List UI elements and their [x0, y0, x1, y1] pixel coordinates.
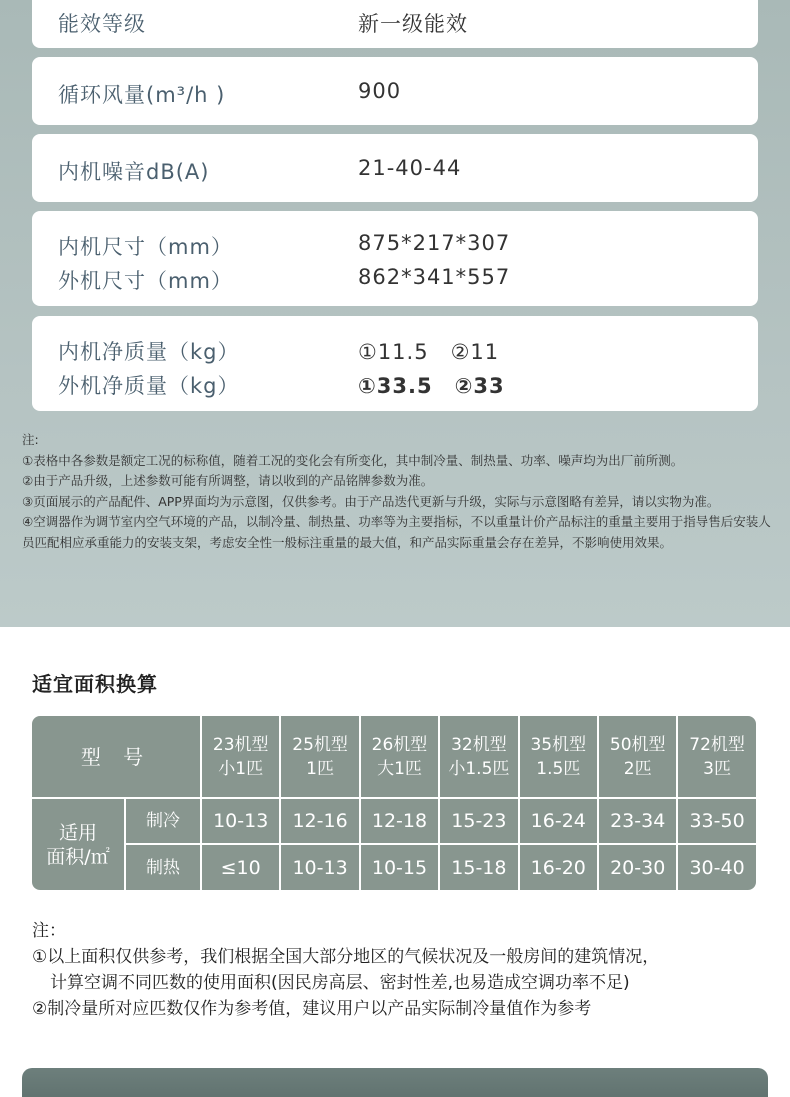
cooling-area-cell: 12-16	[292, 810, 348, 832]
cooling-area-cell: 33-50	[689, 810, 745, 832]
spec-note-1: ①表格中各参数是额定工况的标称值，随着工况的变化会有所变化，其中制冷量、制热量、功率、噪声均为出厂前所测。	[22, 452, 684, 468]
area-notes	[32, 918, 772, 1022]
model-column-header	[281, 716, 358, 797]
area-note-1b: 计算空调不同匹数的使用面积(因民房高层、密封性差,也易造成空调功率不足)	[50, 973, 630, 993]
model-horsepower: 1.5匹	[536, 758, 581, 779]
spec-notes	[22, 430, 772, 553]
outdoor-weight-label: 外机净质量（kg）	[58, 374, 240, 398]
heating-area-cell: 10-15	[371, 856, 428, 879]
spec-card-noise	[32, 134, 758, 202]
outdoor-weight-value: ①33.5 ②33	[358, 374, 505, 398]
energy-label: 能效等级	[58, 12, 146, 36]
model-name: 23机型	[212, 734, 269, 755]
spec-note-4: ④空调器作为调节室内空气环境的产品，以制冷量、制热量、功率等为主要指标，不以重量计价产品标注的重量主要用于指导售后安装人员匹配相应承重能力的安装支架，考虑安全性一般标注重量的最大值，和产品实际重量会存在差异，不影响使用效果。	[22, 514, 771, 550]
cooling-area-cell: 12-18	[371, 810, 428, 832]
model-name: 50机型	[609, 734, 666, 755]
spec-note-2: ②由于产品升级，上述参数可能有所调整，请以收到的产品铭牌参数为准。	[22, 473, 434, 488]
heating-area-cell: 15-18	[451, 856, 507, 879]
model-horsepower: 1匹	[306, 758, 334, 779]
spec-card-airflow	[32, 57, 758, 125]
area-table	[32, 716, 756, 890]
energy-value: 新一级能效	[358, 12, 468, 36]
model-horsepower: 小1匹	[218, 758, 264, 779]
cooling-area-cell: 23-34	[610, 810, 666, 832]
heating-area-cell: 30-40	[689, 856, 745, 879]
indoor-weight-value: ①11.5 ②11	[358, 340, 500, 364]
noise-label: 内机噪音dB(A)	[58, 160, 210, 184]
heating-area-cell: 16-20	[530, 856, 586, 879]
area-note-2: ②制冷量所对应匹数仅作为参考值，建议用户以产品实际制冷量值作为参考	[32, 999, 592, 1019]
cooling-area-cell: 16-24	[530, 810, 586, 832]
model-name: 25机型	[292, 734, 348, 755]
model-header-cell: 型 号	[80, 744, 152, 769]
model-name: 32机型	[451, 734, 507, 755]
model-horsepower: 小1.5匹	[448, 758, 510, 779]
airflow-value: 900	[358, 79, 402, 103]
indoor-size-value: 875*217*307	[358, 231, 511, 255]
model-name: 72机型	[689, 734, 745, 755]
model-column-header	[440, 716, 517, 797]
cooling-area-cell: 10-13	[213, 810, 269, 832]
bottom-banner	[22, 1068, 768, 1097]
spec-note-3: ③页面展示的产品配件、APP界面均为示意图，仅供参考。由于产品迭代更新与升级，实际与示意图略有差异，请以实物为准。	[22, 493, 720, 509]
model-column-header	[520, 716, 597, 797]
area-section-title: 适宜面积换算	[32, 672, 158, 696]
model-column-header	[202, 716, 279, 797]
model-column-header	[599, 716, 676, 797]
area-notes-title: 注：	[32, 921, 66, 941]
spec-card-energy	[32, 0, 758, 48]
outdoor-size-value: 862*341*557	[358, 265, 511, 289]
heating-area-cell: 20-30	[610, 856, 666, 879]
outdoor-size-label: 外机尺寸（mm）	[58, 269, 233, 293]
model-horsepower: 2匹	[623, 758, 652, 779]
noise-value: 21-40-44	[358, 156, 462, 180]
model-horsepower: 大1匹	[377, 758, 422, 779]
cooling-area-cell: 15-23	[451, 810, 507, 832]
model-name: 26机型	[371, 734, 428, 755]
heating-row-label: 制热	[146, 857, 180, 878]
heating-area-cell: 10-13	[292, 856, 348, 879]
spec-card-size	[32, 211, 758, 306]
indoor-weight-label: 内机净质量（kg）	[58, 340, 240, 364]
model-column-header	[361, 716, 438, 797]
area-row-group-label: 适用 面积/㎡	[46, 821, 110, 868]
area-note-1: ①以上面积仅供参考，我们根据全国大部分地区的气候状况及一般房间的建筑情况，	[32, 947, 660, 967]
model-name: 35机型	[530, 734, 587, 755]
indoor-size-label: 内机尺寸（mm）	[58, 235, 233, 259]
spec-notes-title: 注:	[22, 432, 39, 447]
spec-card-weight	[32, 316, 758, 411]
model-column-header	[678, 716, 755, 797]
cooling-row-label: 制冷	[146, 811, 180, 831]
heating-area-cell: ≤10	[220, 856, 261, 879]
airflow-label: 循环风量(m³/h )	[58, 83, 226, 107]
model-horsepower: 3匹	[703, 758, 731, 779]
